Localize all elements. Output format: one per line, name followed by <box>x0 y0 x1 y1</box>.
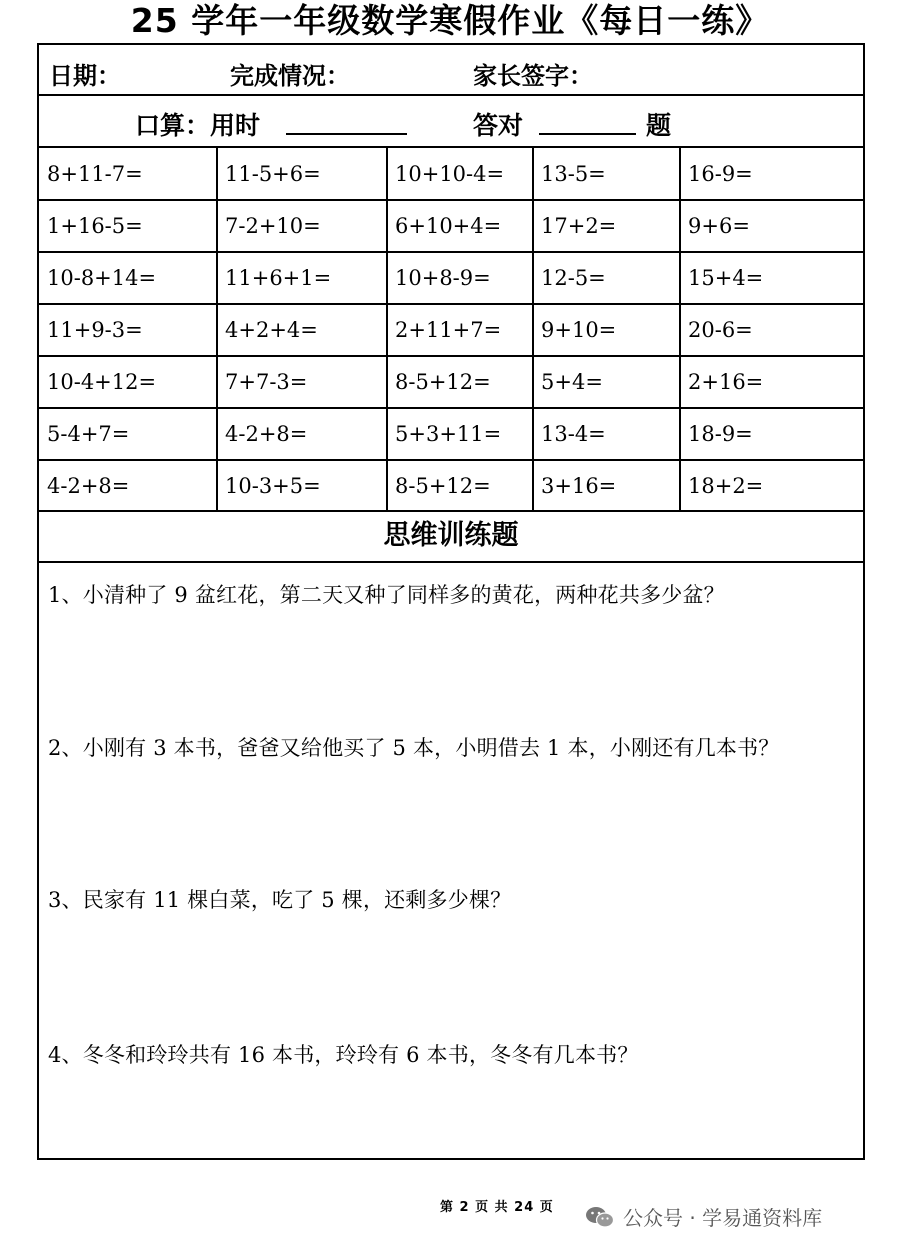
arithmetic-problem: 9+10= <box>541 318 617 342</box>
arithmetic-problem: 11-5+6= <box>225 162 321 186</box>
arithmetic-problem: 5+4= <box>541 370 603 394</box>
arithmetic-problem: 11+6+1= <box>225 266 332 290</box>
arithmetic-problem: 18+2= <box>688 474 764 498</box>
arithmetic-problem: 4-2+8= <box>225 422 308 446</box>
arithmetic-problem: 10+8-9= <box>395 266 491 290</box>
grid-column-divider <box>532 148 534 510</box>
thinking-section-title: 思维训练题 <box>39 512 863 563</box>
parent-signature-label: 家长签字： <box>473 62 593 90</box>
grid-row-divider <box>39 407 863 409</box>
arithmetic-problem: 10-3+5= <box>225 474 321 498</box>
arithmetic-problem: 2+16= <box>688 370 764 394</box>
word-problem-1: 1、小清种了 9 盆红花，第二天又种了同样多的黄花，两种花共多少盆？ <box>48 583 725 607</box>
arithmetic-problem: 8-5+12= <box>395 474 491 498</box>
arithmetic-problem: 13-5= <box>541 162 606 186</box>
arithmetic-problem: 15+4= <box>688 266 764 290</box>
word-problem-2: 2、小刚有 3 本书，爸爸又给他买了 5 本，小明借去 1 本，小刚还有几本书？ <box>48 736 780 760</box>
arithmetic-problem: 16-9= <box>688 162 753 186</box>
grid-row-divider <box>39 355 863 357</box>
grid-row-divider <box>39 303 863 305</box>
arithmetic-problem: 9+6= <box>688 214 750 238</box>
arithmetic-problem: 18-9= <box>688 422 753 446</box>
grid-row-divider <box>39 199 863 201</box>
arithmetic-problem: 11+9-3= <box>47 318 143 342</box>
arithmetic-problem: 8-5+12= <box>395 370 491 394</box>
arithmetic-problem: 17+2= <box>541 214 617 238</box>
word-problem-4: 4、冬冬和玲玲共有 16 本书，玲玲有 6 本书，冬冬有几本书？ <box>48 1043 639 1067</box>
oral-calc-row <box>39 96 863 148</box>
arithmetic-problem: 20-6= <box>688 318 753 342</box>
info-row <box>39 45 863 96</box>
arithmetic-problem: 1+16-5= <box>47 214 143 238</box>
arithmetic-problem: 10-8+14= <box>47 266 157 290</box>
arithmetic-problem: 10+10-4= <box>395 162 505 186</box>
arithmetic-problem: 8+11-7= <box>47 162 143 186</box>
arithmetic-grid <box>39 148 863 512</box>
arithmetic-problem: 5-4+7= <box>47 422 130 446</box>
arithmetic-problem: 5+3+11= <box>395 422 502 446</box>
arithmetic-problem: 4-2+8= <box>47 474 130 498</box>
worksheet-title: 25 学年一年级数学寒假作业《每日一练》 <box>130 1 770 40</box>
completion-label: 完成情况： <box>230 62 350 90</box>
arithmetic-problem: 10-4+12= <box>47 370 157 394</box>
watermark <box>585 1202 822 1231</box>
question-unit-label: 题 <box>646 111 672 140</box>
grid-row-divider <box>39 459 863 461</box>
arithmetic-problem: 4+2+4= <box>225 318 318 342</box>
time-blank <box>286 133 407 135</box>
arithmetic-problem: 12-5= <box>541 266 606 290</box>
watermark-text: 公众号 · 学易通资料库 <box>623 1206 823 1230</box>
worksheet-sheet <box>37 43 865 1160</box>
wechat-icon <box>585 1205 615 1229</box>
correct-count-label: 答对 <box>473 111 524 140</box>
time-used-label: 口算：用时 <box>135 111 261 140</box>
arithmetic-problem: 7+7-3= <box>225 370 308 394</box>
word-problem-3: 3、民家有 11 棵白菜，吃了 5 棵，还剩多少棵？ <box>48 888 512 912</box>
grid-column-divider <box>386 148 388 510</box>
correct-count-blank <box>539 133 636 135</box>
arithmetic-problem: 2+11+7= <box>395 318 502 342</box>
page-number: 第 2 页 共 24 页 <box>440 1200 554 1215</box>
grid-column-divider <box>679 148 681 510</box>
arithmetic-problem: 13-4= <box>541 422 606 446</box>
arithmetic-problem: 3+16= <box>541 474 617 498</box>
date-label: 日期： <box>49 62 121 90</box>
grid-row-divider <box>39 251 863 253</box>
arithmetic-problem: 6+10+4= <box>395 214 502 238</box>
arithmetic-problem: 7-2+10= <box>225 214 321 238</box>
grid-column-divider <box>216 148 218 510</box>
